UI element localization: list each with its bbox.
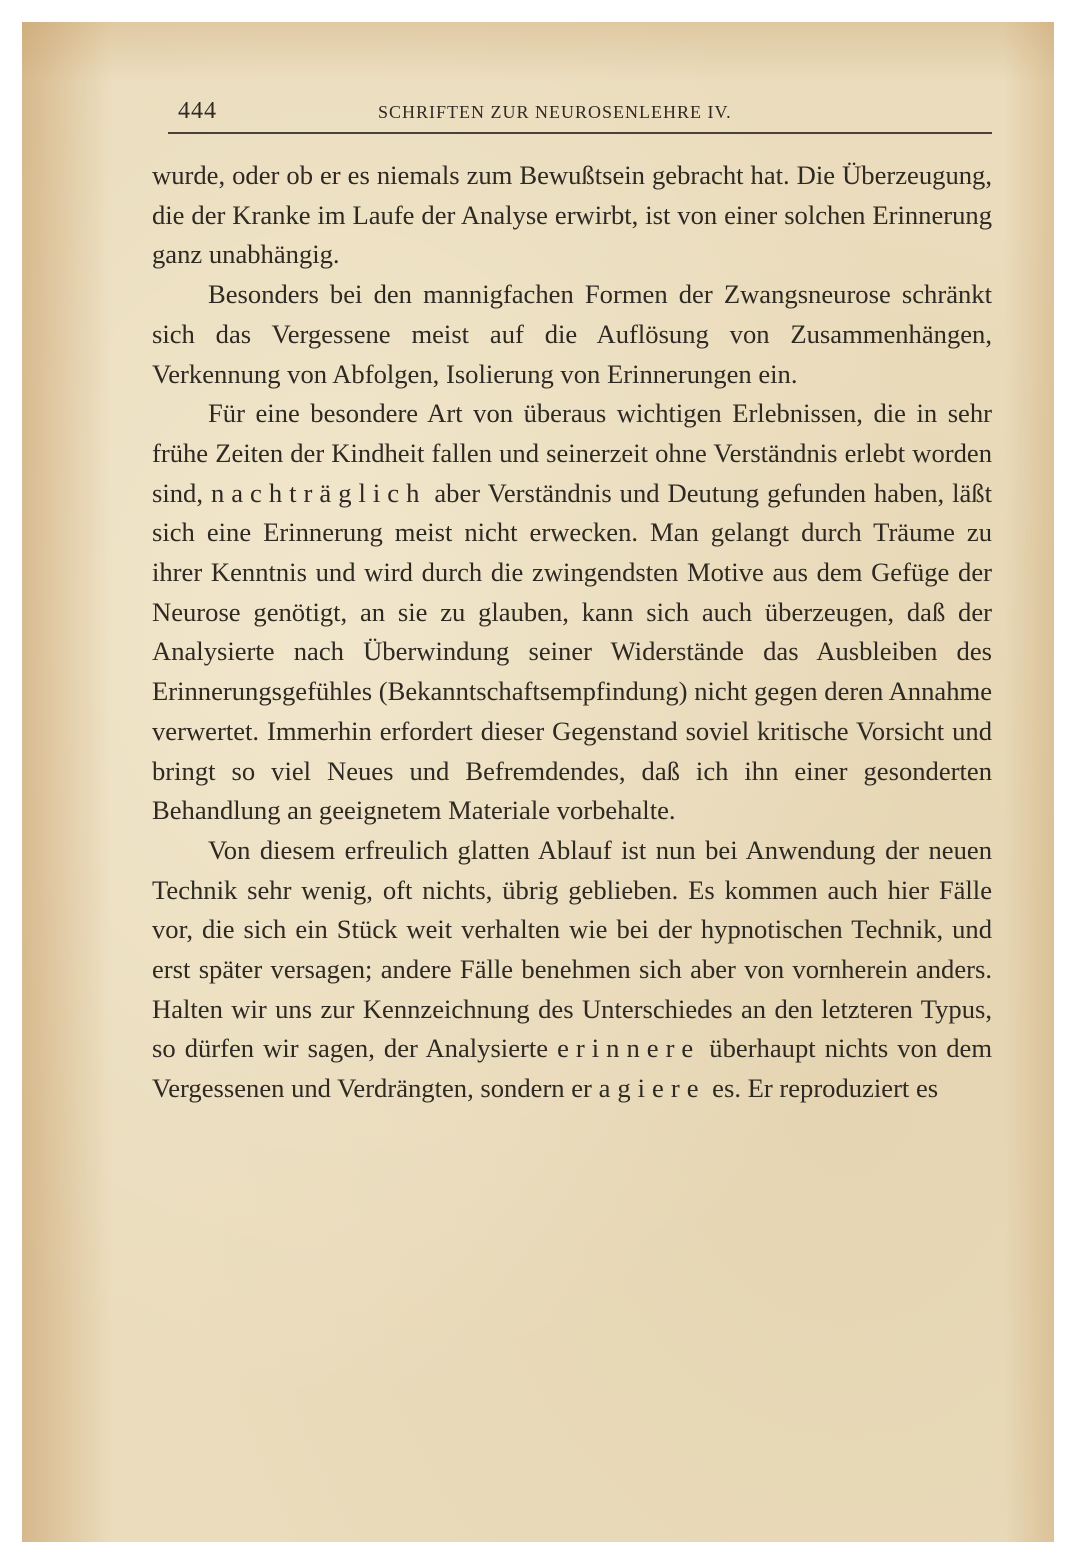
running-title: SCHRIFTEN ZUR NEUROSENLEHRE IV. (378, 102, 732, 122)
paragraph-3 (152, 394, 992, 831)
paragraph-3-text-b: aber Verständnis und Deutung gefunden haben, läßt sich eine Erinnerung meist nicht erwecken. Man gelangt durch Träume zu ihrer Kenntnis und wird durch die zwingendsten Motive aus dem Gefüge der Neurose genötigt, an sie zu glauben, kann sich auch überzeugen, daß der Analysierte nach Überwindung seiner Widerstände das Ausbleiben des Erinnerungsgefühles (Bekanntschaftsempfindung) nicht gegen deren Annahme verwertet. Immerhin erfordert dieser Gegenstand soviel kritische Vorsicht und bringt so viel Neues und Befremdendes, daß ich ihn einer gesonderten Behandlung an geeignetem Materiale vorbehalte. (152, 477, 992, 826)
paragraph-1-text: wurde, oder ob er es niemals zum Bewußtsein gebracht hat. Die Überzeugung, die der Kranke im Laufe der Analyse erwirbt, ist von einer solchen Erinnerung ganz unabhängig. (152, 160, 992, 270)
emphasis-nachtraeglich: nachträglich (210, 477, 427, 508)
paragraph-4-text-a: Von diesem erfreulich glatten Ablauf ist nun bei Anwendung der neuen Technik sehr wenig, oft nichts, übrig geblieben. Es kommen auch hier Fälle vor, die sich ein Stück weit verhalten wie bei der hypnotischen Technik, und erst später versagen; andere Fälle benehmen sich aber von vornherein anders. Halten wir uns zur Kennzeichnung des Unterschiedes an den letzteren Typus, so dürfen wir sagen, der Analysierte (152, 834, 992, 1064)
paragraph-2-text: Besonders bei den mannigfachen Formen der Zwangsneurose schränkt sich das Vergessene meist auf die Auflösung von Zusammenhängen, Verkennung von Abfolgen, Isolierung von Erinnerungen ein. (152, 279, 992, 389)
paragraph-4-text-b: überhaupt nichts von dem Vergessenen und Verdrängten, sondern er (152, 1033, 993, 1104)
paragraph-4-text-c: es. Er reproduziert es (712, 1073, 939, 1104)
paragraph-4 (152, 831, 992, 1109)
emphasis-agiere: agiere (598, 1073, 706, 1104)
page-stain-left (22, 22, 112, 1542)
paragraph-3-text-a: Für eine besondere Art von überaus wichtigen Erlebnissen, die in sehr frühe Zeiten der Kindheit fallen und seinerzeit ohne Verständnis erlebt worden sind, (152, 398, 992, 508)
paragraph-1 (152, 156, 992, 275)
paragraph-2 (152, 275, 992, 394)
page-stain-right (1004, 22, 1054, 1542)
page-number: 444 (178, 98, 217, 124)
page-header (168, 96, 992, 134)
page-stain-top (22, 22, 1054, 82)
body-text (152, 156, 992, 1109)
emphasis-erinnere: erinnere (557, 1033, 701, 1064)
